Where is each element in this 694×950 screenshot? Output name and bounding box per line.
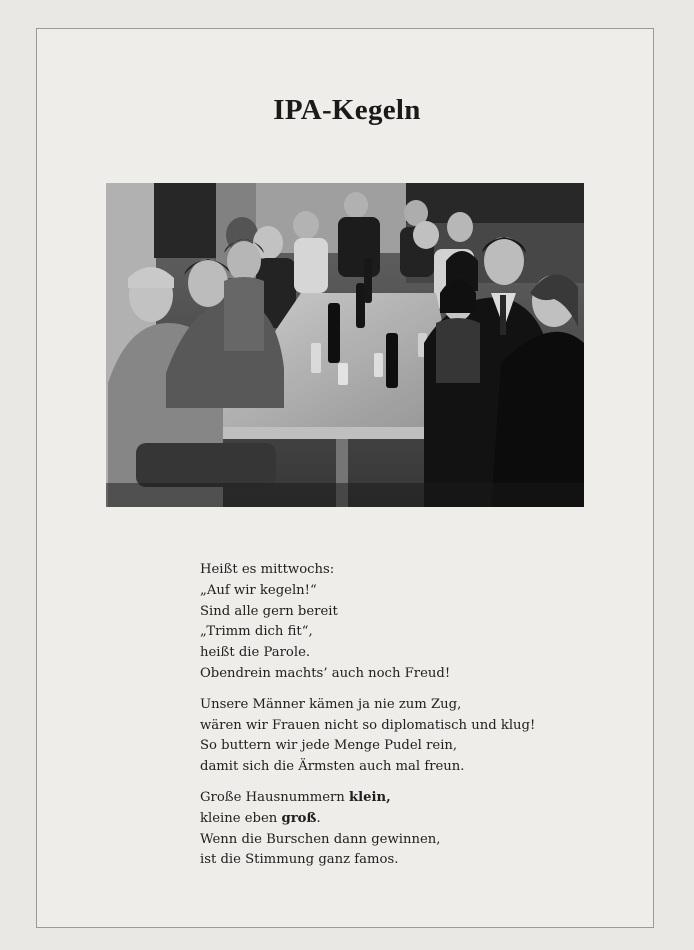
poem-line: heißt die Parole. bbox=[200, 645, 311, 661]
poem-stanza-3 bbox=[200, 788, 620, 871]
poem-line: So buttern wir jede Menge Pudel rein, bbox=[200, 738, 458, 754]
poem-line-text: Große Hausnummern bbox=[200, 789, 349, 805]
poem-bold-word: groß bbox=[281, 810, 317, 826]
poem-line bbox=[200, 788, 620, 809]
poem-line: „Auf wir kegeln!“ bbox=[200, 582, 317, 598]
poem-stanza-1 bbox=[200, 560, 620, 685]
poem-line: wären wir Frauen nicht so diplomatisch und klug! bbox=[200, 717, 536, 733]
poem-line: Wenn die Burschen dann gewinnen, bbox=[200, 831, 441, 847]
poem-line: Obendrein machts’ auch noch Freud! bbox=[200, 665, 451, 681]
group-photo bbox=[106, 183, 584, 507]
page-title: IPA-Kegeln bbox=[273, 94, 421, 126]
poem-line-end: . bbox=[316, 810, 321, 826]
poem-line-text: kleine eben bbox=[200, 810, 282, 826]
poem-line: „Trimm dich fit“, bbox=[200, 624, 313, 640]
poem bbox=[200, 560, 620, 881]
poem-line: Heißt es mittwochs: bbox=[200, 562, 335, 577]
poem-line bbox=[200, 809, 620, 830]
poem-line: damit sich die Ärmsten auch mal freun. bbox=[200, 759, 465, 775]
poem-stanza-2 bbox=[200, 695, 620, 778]
poem-bold-word: klein, bbox=[349, 789, 391, 805]
group-photo-image bbox=[106, 183, 584, 507]
poem-line: ist die Stimmung ganz famos. bbox=[200, 852, 399, 868]
poem-line: Unsere Männer kämen ja nie zum Zug, bbox=[200, 696, 462, 712]
poem-line: Sind alle gern bereit bbox=[200, 603, 338, 619]
